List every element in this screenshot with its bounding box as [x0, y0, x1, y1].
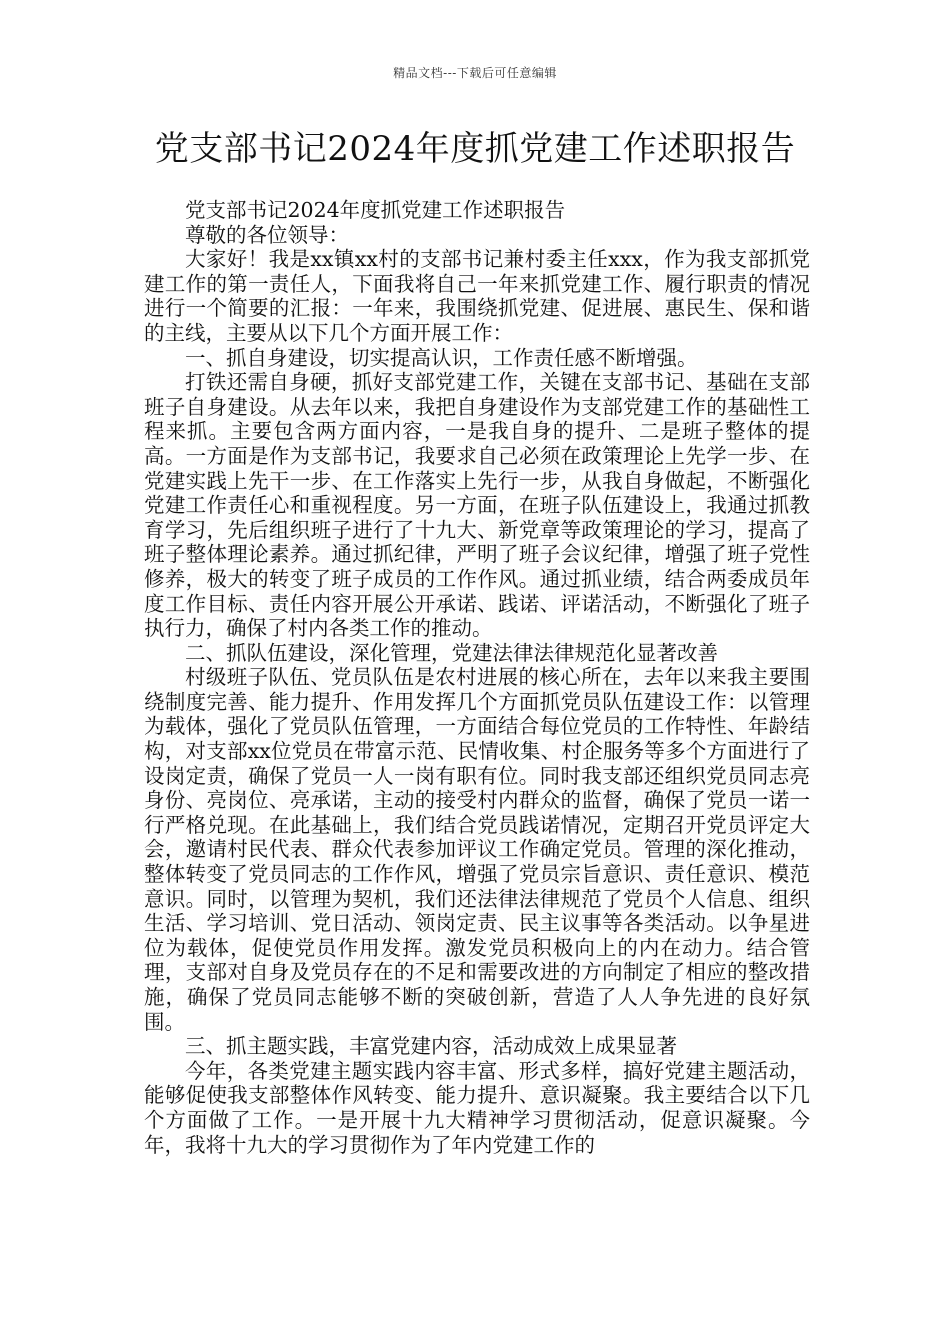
paragraph-intro: 大家好！我是xx镇xx村的支部书记兼村委主任xxx，作为我支部抓党建工作的第一责任人，下面我将自己一年来抓党建工作、履行职责的情况进行一个简要的汇报：一年来，我围绕抓党建、促进展、惠民生、保和谐的主线，主要从以下几个方面开展工作：	[144, 247, 810, 345]
paragraph-section-3: 今年，各类党建主题实践内容丰富、形式多样，搞好党建主题活动，能够促使我支部整体作风转变、能力提升、意识凝聚。我主要结合以下几个方面做了工作。一是开展十九大精神学习贯彻活动，促意识凝聚。今年，我将十九大的学习贯彻作为了年内党建工作的	[144, 1058, 810, 1157]
section-heading-3: 三、抓主题实践，丰富党建内容，活动成效上成果显著	[185, 1034, 677, 1059]
page-header-note: 精品文档---下载后可任意编辑	[393, 66, 557, 80]
paragraph-section-2: 村级班子队伍、党员队伍是农村进展的核心所在，去年以来我主要围绕制度完善、能力提升、作用发挥几个方面抓党员队伍建设工作：以管理为载体，强化了党员队伍管理，一方面结合每位党员的工作特性、年龄结构，对支部xx位党员在带富示范、民情收集、村企服务等多个方面进行了设岗定责，确保了党员一人一岗有职有位。同时我支部还组织党员同志亮身份、亮岗位、亮承诺，主动的接受村内群众的监督，确保了党员一诺一行严格兑现。在此基础上，我们结合党员践诺情况，定期召开党员评定大会，邀请村民代表、群众代表参加评议工作确定党员。管理的深化推动，整体转变了党员同志的工作作风，增强了党员宗旨意识、责任意识、模范意识。同时，以管理为契机，我们还法律法律规范了党员个人信息、组织生活、学习培训、党日活动、领岗定责、民主议事等各类活动。以争星进位为载体，促使党员作用发挥。激发党员积极向上的内在动力。结合管理，支部对自身及党员存在的不足和需要改进的方向制定了相应的整改措施，确保了党员同志能够不断的突破创新，营造了人人争先进的良好氛围。	[144, 665, 810, 1034]
paragraph-section-1: 打铁还需自身硬，抓好支部党建工作，关键在支部书记、基础在支部班子自身建设。从去年以来，我把自身建设作为支部党建工作的基础性工程来抓。主要包含两方面内容，一是我自身的提升、二是班子整体的提高。一方面是作为支部书记，我要求自己必须在政策理论上先学一步、在党建实践上先干一步、在工作落实上先行一步，从我自身做起，不断强化党建工作责任心和重视程度。另一方面，在班子队伍建设上，我通过抓教育学习，先后组织班子进行了十九大、新党章等政策理论的学习，提高了班子整体理论素养。通过抓纪律，严明了班子会议纪律，增强了班子党性修养，极大的转变了班子成员的工作作风。通过抓业绩，结合两委成员年度工作目标、责任内容开展公开承诺、践诺、评诺活动，不断强化了班子执行力，确保了村内各类工作的推动。	[144, 370, 810, 641]
section-heading-1: 一、抓自身建设，切实提高认识，工作责任感不断增强。	[185, 345, 698, 370]
paragraph-subtitle: 党支部书记2024年度抓党建工作述职报告	[185, 198, 566, 222]
section-heading-2: 二、抓队伍建设，深化管理，党建法律法律规范化显著改善	[185, 640, 718, 665]
paragraph-salutation: 尊敬的各位领导：	[185, 222, 349, 247]
document-body	[144, 198, 810, 1157]
document-title: 党支部书记2024年度抓党建工作述职报告	[154, 129, 796, 169]
